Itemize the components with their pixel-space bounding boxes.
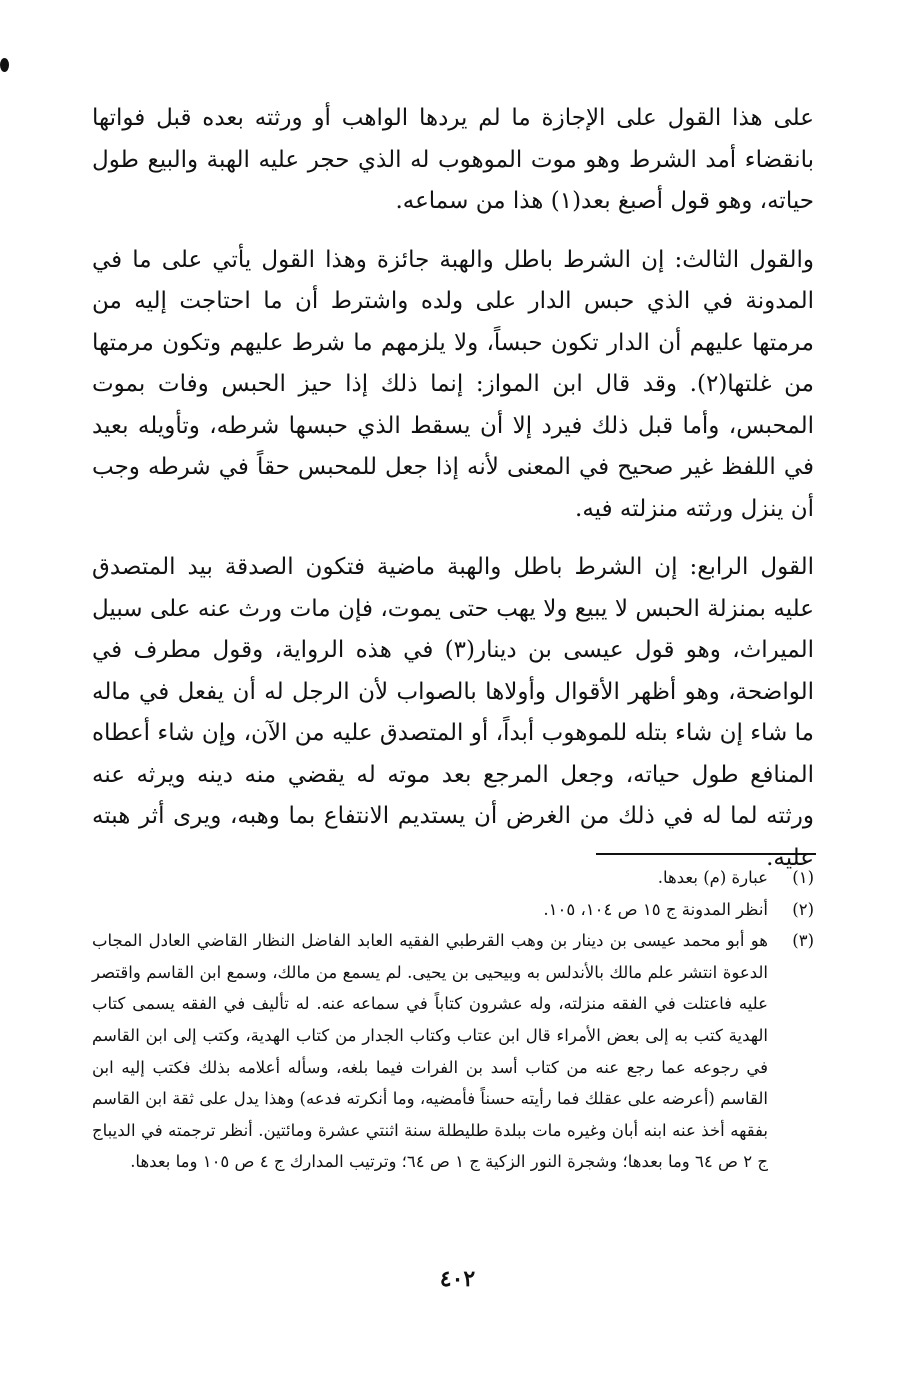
footnote-text: أنظر المدونة ج ١٥ ص ١٠٤، ١٠٥. <box>543 899 768 919</box>
footnote-number: (١) <box>792 868 814 887</box>
margin-ink-mark <box>0 58 9 72</box>
footnote-text: عبارة (م) بعدها. <box>657 868 768 887</box>
paragraph-1: على هذا القول على الإجازة ما لم يردها الواهب أو ورثته بعده قبل فواتها بانقضاء أمد الشرط وهو موت الموهوب له الذي حجر عليه الهبة والبيع طول حياته، وهو قول أصبغ بعد(١) هذا من سماعه. <box>92 105 814 214</box>
paragraph-2: والقول الثالث: إن الشرط باطل والهبة جائزة وهذا القول يأتي على ما في المدونة في الذي حبس الدار على ولده واشترط أن ما احتاجت إليه من مرمتها عليهم أن الدار تكون حبساً، ولا يلزمهم ما شرط عليهم وتكون مرمتها من غلتها(٢). وقد قال ابن المواز: إنما ذلك إذا حيز الحبس وفات بموت المحبس، وأما قبل ذلك فيرد إلا أن يسقط الذي حبسها شرطه، وتأويله بعيد في اللفظ غير صحيح في المعنى لأنه إذا جعل للمحبس حقاً في شرطه وجب أن ينزل ورثته منزلته فيه. <box>92 246 814 522</box>
footnote-number: (٢) <box>792 899 814 919</box>
page-number: ٤٠٢ <box>439 1266 476 1292</box>
footnote-1 <box>92 862 814 894</box>
footnote-3 <box>92 925 814 1178</box>
footnote-2 <box>92 894 814 926</box>
footnotes <box>92 862 814 1178</box>
main-text <box>92 98 814 879</box>
footnote-separator <box>596 853 816 855</box>
paragraph-3: القول الرابع: إن الشرط باطل والهبة ماضية فتكون الصدقة بيد المتصدق عليه بمنزلة الحبس لا يبيع ولا يهب حتى يموت، فإن مات ورث عنه على سبيل الميراث، وهو قول عيسى بن دينار(٣) في هذه الرواية، وقول مطرف في الواضحة، وهو أظهر الأقوال وأولاها بالصواب لأن الرجل له أن يفعل في ماله ما شاء إن شاء بتله للموهوب أبداً، أو المتصدق عليه من الآن، وإن شاء أعطاه المنافع طول حياته، وجعل المرجع بعد موته له يقضي منه دينه ويرثه عنه ورثته لما له في ذلك من الغرض أن يستديم الانتفاع بما وهبه، ويرى أثر هبته عليه. <box>92 554 814 871</box>
footnote-text: هو أبو محمد عيسى بن دينار بن وهب القرطبي الفقيه العابد الفاضل النظار القاضي العادل المجاب الدعوة انتشر علم مالك بالأندلس به وبيحيى بن يحيى. لم يسمع من مالك، وسمع ابن القاسم واقتصر عليه فاعتلت في الفقه منزلته، وله عشرون كتاباً في سماعه عنه. له تأليف في الفقه يسمى كتاب الهدية كتب به إلى بعض الأمراء قال ابن عتاب وكتاب الجدار من كتاب الهدية، وكتب إلى ابن القاسم في رجوعه عما رجع عنه من كتاب أسد بن الفرات فيما بلغه، وسأله أعلامه بذلك فكتب إليه ابن القاسم (أعرضه على عقلك فما رأيته حسناً فأمضيه، وما أنكرته فدعه) وهذا يدل على ثقة ابن القاسم بفقهه أخذ عنه ابنه أبان وغيره مات ببلدة طليطلة سنة اثنتي عشرة ومائتين. أنظر ترجمته في الديباج ج ٢ ص ٦٤ وما بعدها؛ وشجرة النور الزكية ج ١ ص ٦٤؛ وترتيب المدارك ج ٤ ص ١٠٥ وما بعدها. <box>92 931 768 1172</box>
footnote-number: (٣) <box>792 931 814 951</box>
